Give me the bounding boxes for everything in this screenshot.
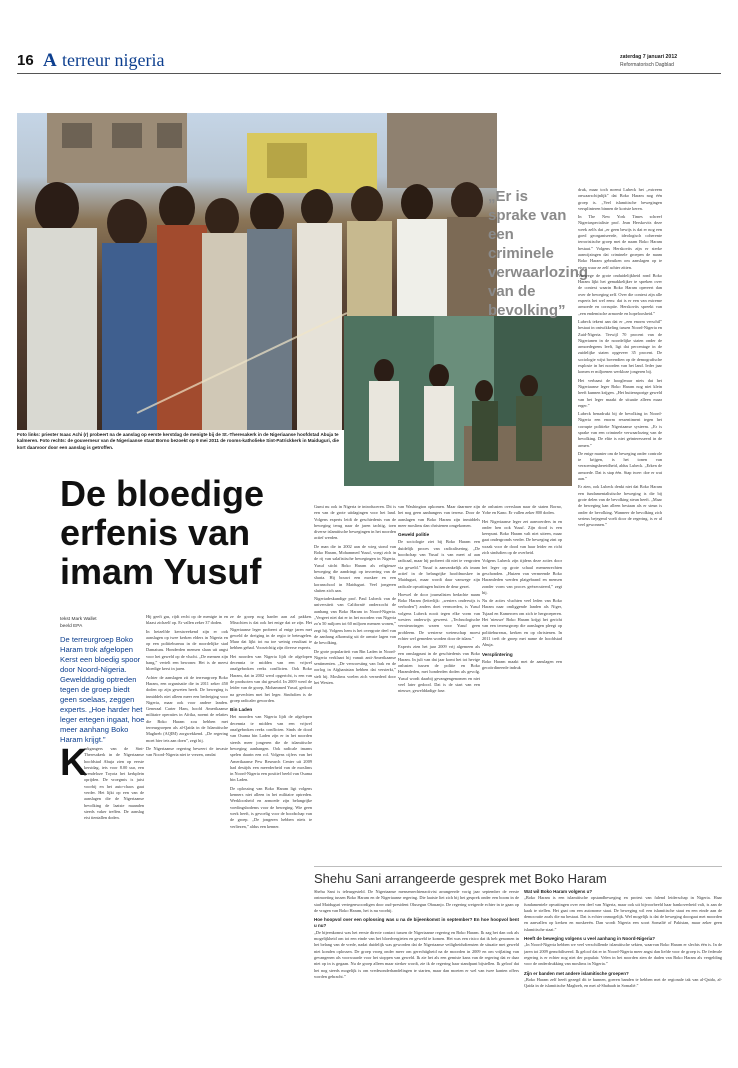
article-column-6: [578, 187, 662, 864]
column-paragraph: De man die in 2002 aan de wieg stond van Boko Haram, Mohammed Yusuf, voegt zich in de rij van salafistische bewegingen in Nigeria. Yusuf sticht Boko Haram als religieuze beweging die aandringt op invoering van de sharia. Hij bouwt een moskee en een koranschool in Maiduguri. Veel jongeren sluiten zich aan.: [314, 543, 396, 593]
column-paragraph: ze de groep nog harder aan zal pakken. Misschien is dat ook het enige dat ze zijn. Het Nigeriaanse leger probeert al enige jaren met geweld de dreiging in de regio te beteugelen. Maar dat lijkt tot nu toe weinig resultaat te hebben gehad. Voorzichtig zijn diverse experts.: [230, 614, 312, 651]
column-paragraph: Vanwege de grote onduidelijkheid rond Boko Haram lijkt het gemakkelijker te spreken over de context waarin Boko Haram opereert dan over de beweging zelf. Over die context zijn alle experts het wel eens: dat is er een van extreme armoede en corruptie. Herskovits spreekt van „een endemische armoede en hopeloosheid.”: [578, 272, 662, 316]
column-paragraph: Nigeriadeskundige prof. Paul Lubeck van de universiteit van Californië onderzocht de aanhang van Boko Haram in Noord-Nigeria. „Vergeet niet dat er in het noorden van Nigeria zo'n 50 miljoen tot 60 miljoen mensen wonen,” zegt hij. Volgens hem is het overgrote deel van de aanhang afkomstig uit de armste lagen van de bevolking.: [314, 596, 396, 646]
church-visit-photo-art: [344, 316, 572, 486]
sidebar-title: Shehu Sani arrangeerde gesprek met Boko Haram: [314, 871, 607, 886]
article-column-4: [398, 504, 480, 864]
column-paragraph: Er zien, ook Lubeck denkt niet dat Boko Haram een fundamentalistische beweging is die bij grote delen van de bevolking steun heeft. „Maar de beweging kan alleen bestaan als er steun is onder de bevolking. Wanneer de bevolking zich serieus bejegend voelt door de regering, is er al veel gewonnen.”: [578, 484, 662, 528]
subheading-versplintering: Versplintering: [482, 651, 513, 657]
article-column-2: [230, 614, 312, 994]
sidebar-question: Heeft de beweging volgens u veel aanhang in Noord-Nigeria?: [524, 936, 656, 942]
column-paragraph: Experts zien het jaar 2009 vrij algemeen als een omslagpunt in de geschiedenis van Boko Haram. In juli van dat jaar komt het tot hevige onlusten tussen de politie en Boko Haramleden, met honderden doden als gevolg. Yusuf wordt daarbij gevangengenomen en niet veel later gedood. Dat is de start van een nieuwe, gewelddadige fase.: [398, 644, 480, 694]
sidebar-answer: „In Noord-Nigeria hebben we veel verschillende islamitische sekten, waarvan Boko Haram er slechts één is. In de jaren tot 2009 gemobiliseerd. Ik geloof dat er in Noord-Nigeria meer angst dan liefde voor de groep is. De federale regering is er echter nog niet der populair. Velen in het noorden zien de daden van Boko Haram als vergelding voor de onderdrukking van moslims in Nigeria.”: [524, 942, 722, 967]
subheading: Bin Laden: [230, 707, 253, 713]
section-title: terreur nigeria: [62, 50, 165, 70]
article-column-1: [60, 742, 144, 880]
column-paragraph: De grote populariteit van Bin Laden in Noord-Nigeria verklaart hij vanuit anti-Amerikaanse sentimenten. „De verwoesting van Irak en de oorlog in Afghanistan hebben dat versterkt,” stelt hij. Moslims voelen zich vernederd door het Westen.: [314, 648, 396, 686]
column-paragraph: Het noorden van Nigeria lijdt de afgelopen decennia te midden van een vrijwel onafgebroken reeks conflicten. Sinds de dood van Osama bin Laden zijn er in het noorden steeds meer jongeren die de islamitische beweging aanhangen. Ook radicale imams spelen daarin een rol. Volgens cijfers van het Amerikaanse Pew Research Center uit 2009 had destijds een meerderheid van de moslims in Noord-Nigeria een positief beeld van Osama bin Laden.: [230, 714, 312, 783]
church-visit-photo: [344, 316, 572, 486]
column-paragraph: Hij geeft gas, rijdt recht op de menigte in en blaast zichzelf op. Er vallen zeker 37 doden.: [146, 614, 228, 626]
photo-credit: beeld EPA: [60, 624, 83, 629]
sidebar-answer: „De bijeenkomst was het eerste directe contact tussen de Nigeriaanse regering en Boko Haram. Ik zag het dan ook als mogelijkheid om tot een einde van het bloedvergieten en geweld te komen. Het was een risico dat ik heb genomen in het belang van de vrede, nadat duidelijk was geworden dat de Nigeriaanse veiligheidsdiensten de situatie met geweld niet konden oplossen. De groep vroeg onder meer om gerechtigheid na de moorden in 2009 en om vrijlating van gevangenen als voorwaarde voor het stoppen van geweld. Ik zie het als een gemiste kans van de regering dat er daar niet op in is gegaan. Nu de groep alleen maar sterker wordt, zie ik de regering haar standpunt bijstellen. Ik geloof dat het nog steeds mogelijk is om vredesonderhandelingen te starten, maar dan moeten er wel van twee kanten offers worden gebracht.”: [314, 929, 519, 979]
sidebar-question: Hoe hoopvol over een oplossing was u na de bijeenkomst in september? En hoe hoopvol bent u nu?: [314, 917, 519, 929]
sidebar-answer: „Boko Haram is een islamitische opstandbeweging en protest van falend leiderschap in Nigeria. Haar fundamentele opvattingen over een deel van Nigeria, maar ook uit bijvoorbeeld haar bankoverheid valt, is aan de kaak te stellen. Het gaat om een autonome staat. De beweging wil een islamitische staat en een einde aan de democratie zoals die nu bestaat. Dat is echter onmogelijk. Wel mogelijk is dat de beweging doorgaat met moorden en aanvallen op kerken en moskeeën. Dan wordt Nigeria een soort Somalië of Pakistan, maar zeker geen islamitische staat.”: [524, 895, 722, 932]
page-header: [0, 0, 738, 80]
column-paragraph: Nu de acties vluchten veel leden van Boko Haram naar omliggende landen als Niger, Tsjaad en Kameroen om zich te hergroeperen. Het 'nieuwe' Boko Haram krijgt het gericht van een terreurgroep die aanslagen pleegt op politiebureaus, kerken en op christenen. In 2011 treft de groep met name de hoofdstad Abuja.: [482, 598, 562, 648]
sidebar-column-2: [524, 889, 722, 1059]
column-paragraph: Lubeck benadrukt bij de bevolking in Noord-Nigeria een enorm ressentiment tegen het corrupte politieke Nigeriaanse systeem. „Er is sprake van een criminele verwaarlozing van de bevolking. De elite is niet geïnteresseerd in de armen.”: [578, 411, 662, 448]
column-paragraph: In The New York Times schreef Nigeriaspecialiste prof. Jean Herskovits deze week zelfs dat „er geen bewijs is dat er nog een goed georganiseerde, ideologisch coherente terroristische groep met de naam Boko Haram bestaat.” Volgens Herskovits zijn er sterke aanwijzingen dat criminele groepen de naam Boko Haram gebruiken om aanslagen op te eisen waar ze zelf achter zitten.: [578, 214, 662, 270]
sidebar-question: Zijn er banden met andere islamitische groepen?: [524, 970, 629, 976]
column-paragraph: De sociologie ziet bij Boko Haram een duidelijk proces van radicalisering. „De boodschap van Yusuf is van meet af aan radicaal, maar hij probeert dit niet te vergroten via geweld.” Yusuf is aanvankelijk als imam actief in de belangrijke hoofdmoskee in Maiduguri, maar wordt daar vanwege zijn radicale opvattingen buiten de deur gezet.: [398, 539, 480, 589]
column-paragraph: In hetzelfde kerstweekend zijn er ook aanslagen op twee kerken elders in Nigeria en op een politiebureau in de noordelijke stad Damaturu. Honderden mensen slaan uit angst voor het geweld op de vlucht. „De mensen zijn bang,” vertelt een bewoner. Het is de meest bloedige kerst in jaren.: [146, 628, 228, 672]
sidebar-rule: [314, 866, 722, 867]
drop-cap: K: [60, 742, 88, 784]
column-paragraph: Gumi nu ook in Nigeria te introduceren. Dit is een van de grote uitdagingen voor het land. Volgens experts leidt de geschiedenis van de beweging terug naar de jaren tachtig, toen diverse islamitische bewegingen in het noorden actief werden.: [314, 504, 396, 541]
subheading-geweld-politie: Geweld politie: [398, 532, 430, 538]
column-paragraph: Lubeck tekent aan dat er „een enorm verschil” bestaat in ontwikkeling tussen Noord-Nigeria en Zuid-Nigeria. Terwijl 70 procent van de Nigerianen in de noordelijke staten onder de armoedegrens leeft, ligt dat percentage in de zuidelijke staten opgeveer 35 procent. De sociologie wijst bovendien op de demografische explosie in het noorden van het land. Ieder jaar komen er miljoenen werkloze jongeren bij.: [578, 318, 662, 375]
column-paragraph: Hoewel de door journalisten bedachte naam Boko Haram (letterlijk: „westers onderwijs is verboden”) anders doet vermoeden, is Yusuf volgens Lubeck nooit tegen elke vorm van westers onderwijs geweest. „Technologische vernieuwingen waren voor Yusuf geen probleem. De westerse wetenschap moest echter wel gemeden worden door de islam.”: [398, 591, 480, 641]
sidebar-paragraph: Shehu Sani is teleurgesteld. De Nigeriaanse mensenrechtenactivist arrangeerde vorig jaar september de eerste ontmoeting tussen Boko Haram en de Nigeriaanse regering. Die laatste liet zich bij het gesprek onder een boom in de stad Maiduguri vertegenwoordigen door oud-president Olusegun Obasanjo. De regering weigerde echter in te gaan op de vragen van Boko Haram, het is nu voorbij.: [314, 889, 519, 913]
byline: tekst Mark Wallet: [60, 617, 97, 622]
column-paragraph: De Nigeriaanse regering beweert de invasie van Noord-Nigeria niet te vrezen, omdat: [146, 745, 228, 758]
section-letter: A: [43, 50, 57, 71]
column-paragraph: van Washington opkomen. Maar daarmee zijn het nog geen aanhangers van terreur. Door de aanslagen van Boko Haram zijn inmiddels meer moslims dan christenen omgekomen.: [398, 504, 480, 528]
intro: De terreurgroep Boko Haram trok afgelopen Kerst een bloedig spoor door Noord-Nigeria. Gewelddadig optreden tegen de groep biedt geen soelaas, zeggen experts. „Hoe harder het leger ertegen ingaat, hoe meer aanhang Boko Haram krijgt.”: [60, 635, 145, 744]
column-paragraph: Het Nigeriaanse leger zet aanvoerders in en onder hen ook Yusuf. Zijn dood is een keerpunt. Boko Haram valt niet uiteen, maar gaat ondergronds verder. De beweging zint op wraak voor de dood van haar leider en richt zich sindsdien op de overheid.: [482, 518, 562, 556]
issue-date: zaterdag 7 januari 2012: [620, 54, 678, 60]
article-column-5: [482, 504, 562, 864]
column-paragraph: De oplossing van Boko Haram ligt volgens kenners niet alleen in het militaire optreden. Werkloosheid en armoede zijn belangrijke voedingsbodems voor de beweging. Wie geen werk heeft, is gevoelig voor de boodschap van de groep. „De jongeren hebben niets te verliezen,” aldus een kenner.: [230, 785, 312, 829]
sidebar-answer: „Boko Haram zelf heeft gezegd dit te kunnen, goeren banden te hebben met de regionale tak van al-Qaida, al-Qaida in de islamitische Maghreb, en met al-Shabaab in Somalië.”: [524, 976, 722, 989]
sidebar-question: Wat wil Boko Haram volgens u?: [524, 889, 593, 894]
pull-quote: „Er is sprake van een criminele verwaarlozing van de bevolking”: [488, 188, 589, 319]
column-paragraph: druk, maar toch noemt Lubeck het „extreem onwaarschijnlijk” dat Boko Haram nog één groep is. „Veel islamitische bewegingen versplinteren binnen de kortste keren.: [578, 187, 662, 211]
column-paragraph: Het verbaast de hoogleraar niets dat het Nigeriaanse leger Boko Haram nog niet klein heeft kunnen krijgen. „Het buitensporige geweld van het leger maakt de situatie alleen maar erger.”: [578, 377, 662, 408]
column-paragraph: De enige manier om de beweging onder controle te krijgen, is het tonen van verzoeningsbereidheid, aldus Lubeck. „Erken de armoede. Dat is stap één. Stap twee: doe er wat aan.”: [578, 450, 662, 482]
column-paragraph: erkgangers van de Sint-Theresakerk in de Nigeriaanse hoofdstad Abuja zien op eerste kerstdag, iets voor 8.00 uur, een grendeloze Toyota het kerkplein oprijden. De vroegmis is juist voorbij en het auto-chaos gaat verder. Het lijkt op een van de aanslagen die de Nigeriaanse bevolking de laatste maanden steeds vaker treffen. De aanslag eist tientallen doden.: [84, 746, 144, 821]
headline: De bloedige erfenis van imam Yusuf: [60, 473, 265, 592]
article-column-3: [314, 504, 396, 864]
page-number: 16: [17, 52, 34, 69]
photo-caption: Foto links: priester Isaac Achi (r) probeert na de aanslag op eerste kerstdag de menigte bij de St.-Theresakerk in de Nigeriaanse hoofdstad Abuja te kalmeren. Foto rechts: de gouverneur van de Nigeriaanse staat Borno bezoekt op 9 mei 2011 de rooms-katholieke Sint-Patrickkerk in Maiduguri, die kort daarvoor door een aanslag is getroffen.: [17, 432, 339, 450]
column-paragraph: Achter de aanslagen zit de terreurgroep Boko Haram, een organisatie die in 2011 zeker 450 doden op zijn geweten heeft. De beweging is inmiddels niet alleen meer een bedreiging voor Nigeria, maar ook voor andere landen. Generaal Carter Ham, hoofd Amerikaanse militaire operaties in Afrika, noemt de relaties die Boko Haram zou hebben met terreurgroepen als al-Qaida in de Islamitische Maghreb (AQIM) zorgwekkend. „De regering moet hier iets aan doen”, zegt hij.: [146, 674, 228, 743]
column-paragraph: de onlusten overslaan naar de staten Borno, Yobe en Kano. Er vallen zeker 800 doden.: [482, 504, 562, 516]
sidebar-column-1: [314, 889, 519, 1059]
column-paragraph: Het noorden van Nigeria lijdt de afgelopen decennia te midden van een vrijwel onafgebroken reeks conflicten. Ook Boko Haram, dat in 2002 werd opgericht, is een van de producten van dat geweld. In 2009 werd de leider van de groep, Mohammed Yusuf, gedood na gevechten met het leger. Sindsdien is de groep radicaler geworden.: [230, 653, 312, 703]
column-paragraph: Boko Haram maakt met de aanslagen een gecoördineerde indruk: [482, 658, 562, 671]
header-rule: [17, 73, 721, 74]
article-column-1b: [146, 614, 228, 880]
publication-name: Reformatorisch Dagblad: [620, 62, 674, 68]
column-paragraph: Volgens Lubeck zijn tijdens deze acties door het leger op grote schaal mensenrechten geschonden. „Huizen van vermeende Boko Haramleden werden platgebrand en mensen zonder vorm van proces geëxecuteerd,” zegt hij.: [482, 558, 562, 595]
